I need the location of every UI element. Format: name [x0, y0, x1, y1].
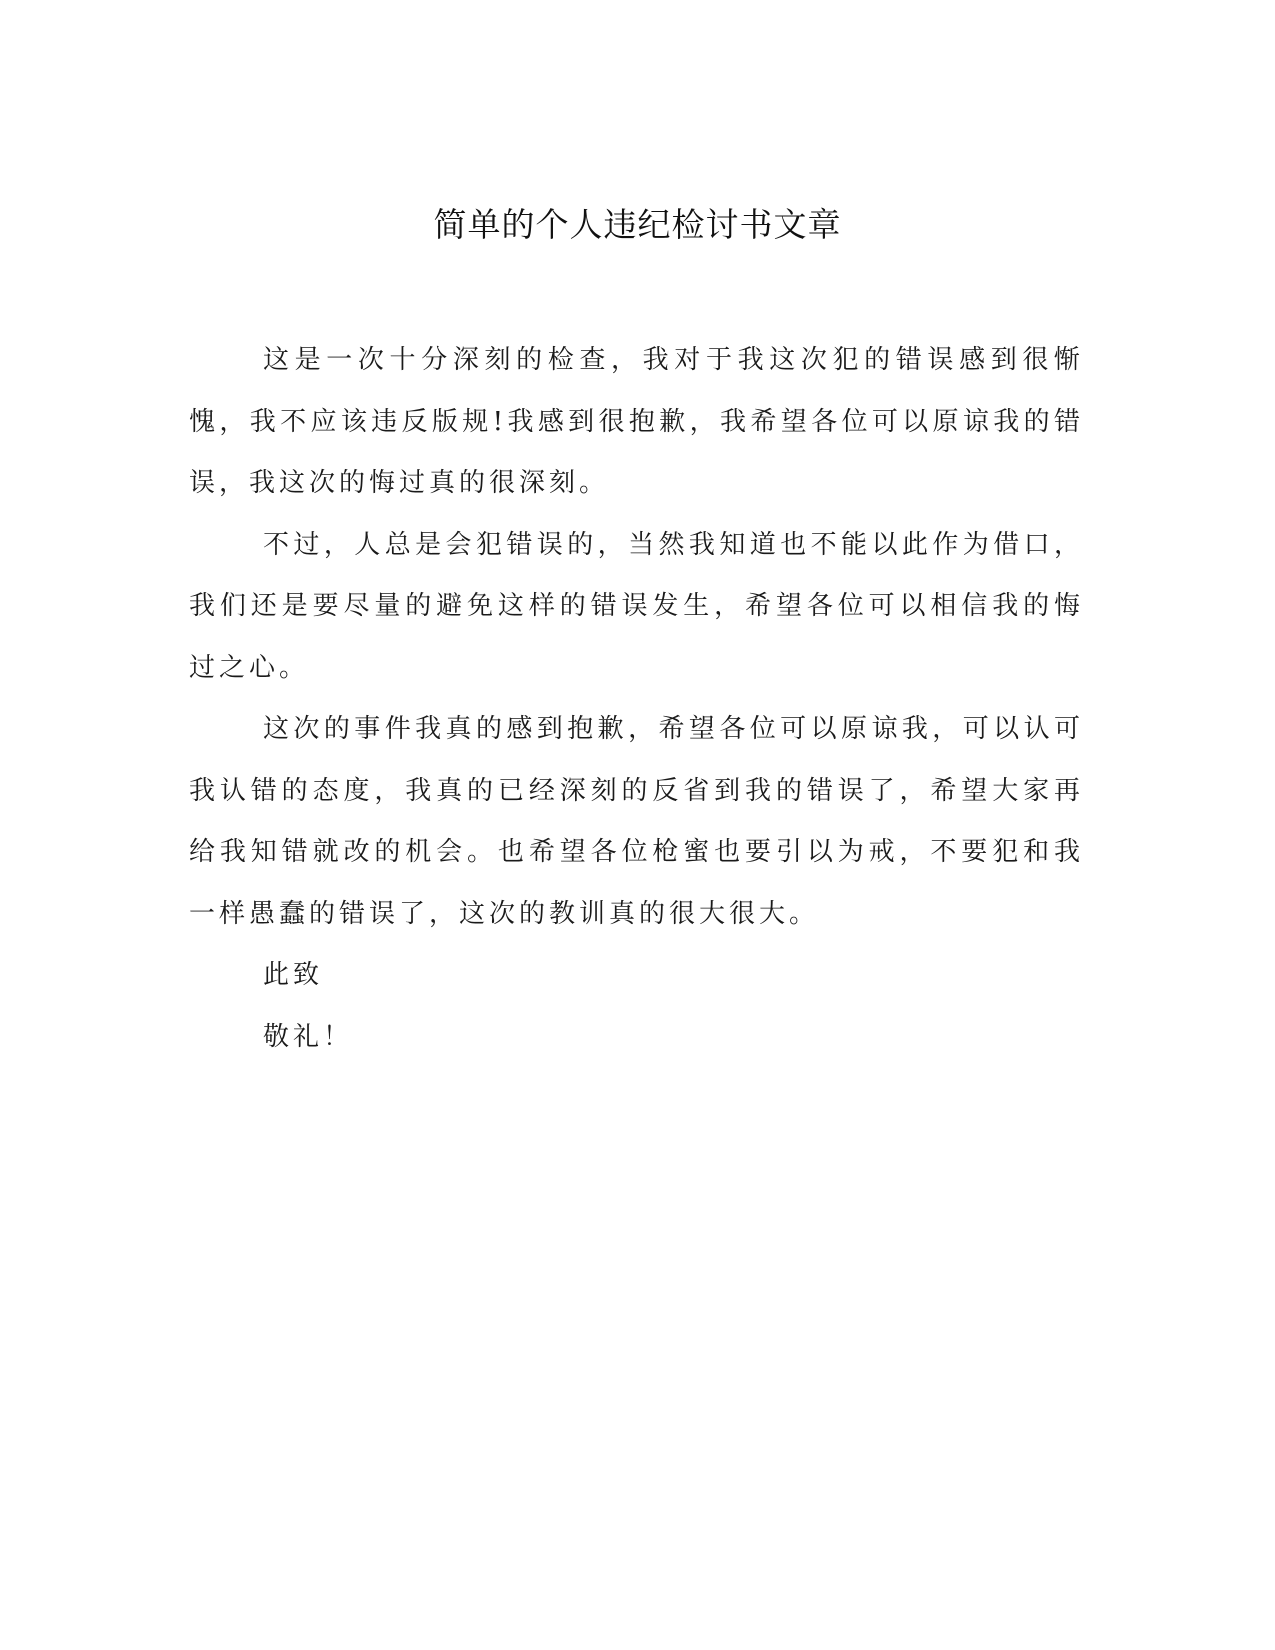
document-body	[189, 330, 1084, 1068]
paragraph-3: 这次的事件我真的感到抱歉，希望各位可以原谅我，可以认可我认错的态度，我真的已经深刻的反省到我的错误了，希望大家再给我知错就改的机会。也希望各位枪蜜也要引以为戒，不要犯和我一样愚蠢的错误了，这次的教训真的很大很大。	[189, 714, 1084, 929]
paragraph-1: 这是一次十分深刻的检查，我对于我这次犯的错误感到很惭愧，我不应该违反版规!我感到很抱歉，我希望各位可以原谅我的错误，我这次的悔过真的很深刻。	[189, 345, 1084, 498]
paragraph-2: 不过，人总是会犯错误的，当然我知道也不能以此作为借口，我们还是要尽量的避免这样的错误发生，希望各位可以相信我的悔过之心。	[189, 529, 1084, 683]
document-title: 简单的个人违纪检讨书文章	[433, 205, 842, 244]
closing-respect: 敬礼！	[263, 1021, 354, 1052]
closing-salutation: 此致	[263, 960, 324, 990]
